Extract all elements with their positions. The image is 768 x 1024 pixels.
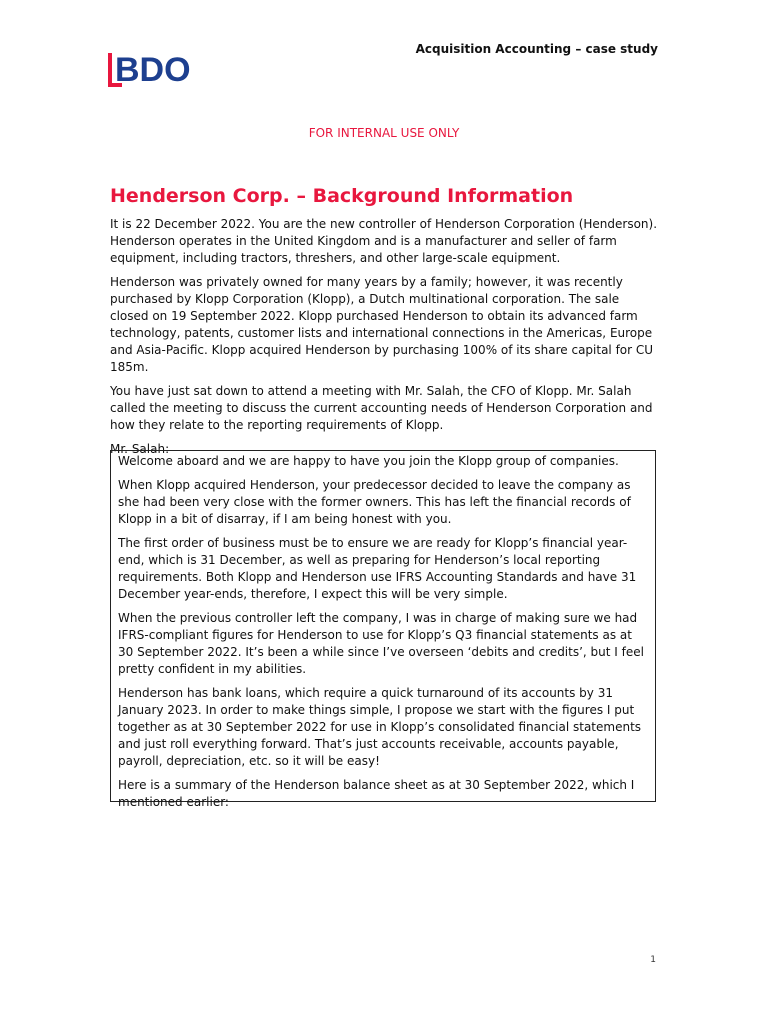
logo-text: BDO [115, 51, 191, 89]
section-heading: Henderson Corp. – Background Information [110, 185, 574, 207]
quote-paragraph: The first order of business must be to ensure we are ready for Klopp’s financial year-end, which is 31 December, as well as preparing for Henderson’s local reporting requirements. Both Klopp and Henderson use IFRS Accounting Standards and have 31 December year-ends, therefore, I expect this will be very simple. [118, 536, 637, 601]
speaker-label: Mr. Salah: [110, 442, 170, 456]
quote-paragraph: When the previous controller left the company, I was in charge of making sure we had IFRS-compliant figures for Henderson to use for Klopp’s Q3 financial statements as at 30 September 2022. It’s been a while since I’ve overseen ‘debits and credits’, but I feel pretty confident in my abilities. [118, 611, 644, 676]
background-text [110, 216, 660, 465]
paragraph: You have just sat down to attend a meeting with Mr. Salah, the CFO of Klopp. Mr. Salah called the meeting to discuss the current accounting needs of Henderson Corporation and how they relate to the reporting requirements of Klopp. [110, 384, 653, 432]
paragraph: Henderson was privately owned for many years by a family; however, it was recently purchased by Klopp Corporation (Klopp), a Dutch multinational corporation. The sale closed on 19 September 2022. Klopp purchased Henderson to obtain its advanced farm technology, patents, customer lists and international connections in the Americas, Europe and Asia-Pacific. Klopp acquired Henderson by purchasing 100% of its share capital for CU 185m. [110, 275, 654, 374]
internal-use-notice: FOR INTERNAL USE ONLY [308, 126, 460, 140]
quote-paragraph: Henderson has bank loans, which require a quick turnaround of its accounts by 31 January 2023. In order to make things simple, I propose we start with the figures I put together as at 30 September 2022 for use in Klopp’s consolidated financial statements and just roll everything forward. That’s just accounts receivable, accounts payable, payroll, depreciation, etc. so it will be easy! [118, 686, 642, 768]
quote-paragraph: Welcome aboard and we are happy to have you join the Klopp group of companies. [118, 454, 619, 468]
document-title: Acquisition Accounting – case study [415, 42, 658, 56]
quote-box [110, 450, 656, 809]
quote-paragraph: When Klopp acquired Henderson, your predecessor decided to leave the company as she had been very close with the former owners. This has left the financial records of Klopp in a bit of disarray, if I am being honest with you. [118, 478, 631, 526]
paragraph: It is 22 December 2022. You are the new controller of Henderson Corporation (Henderson). Henderson operates in the United Kingdom and is a manufacturer and seller of farm equipment, including tractors, threshers, and other large-scale equipment. [110, 217, 658, 265]
quote-paragraph: Here is a summary of the Henderson balance sheet as at 30 September 2022, which I mentioned earlier: [118, 778, 635, 809]
bdo-logo [107, 51, 209, 89]
page-number: 1 [650, 955, 656, 965]
